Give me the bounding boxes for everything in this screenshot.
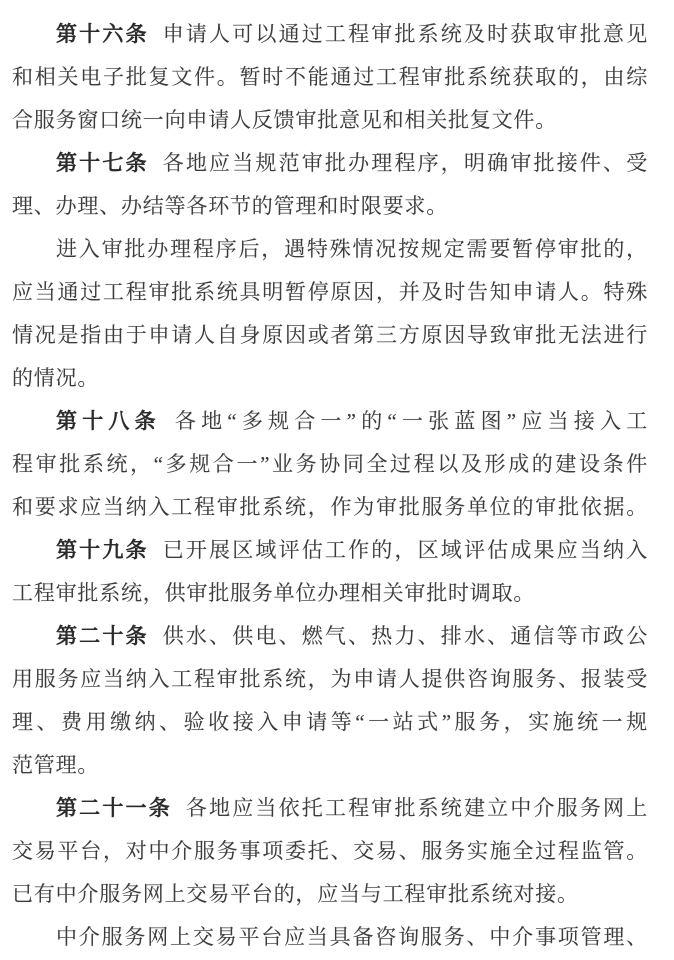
text-line xyxy=(12,142,648,185)
article-number: 第二十一条 xyxy=(56,796,172,820)
text-line: 用服务应当纳入工程审批系统，为申请人提供咨询服务、报装受 xyxy=(12,667,648,691)
article-number: 第二十条 xyxy=(56,624,149,648)
text-line: 应当通过工程审批系统具明暂停原因，并及时告知申请人。特殊 xyxy=(12,280,648,304)
text-line: 工程审批系统，供审批服务单位办理相关审批时调取。 xyxy=(12,581,536,605)
paragraph-article-17 xyxy=(12,142,648,228)
text-line: 和要求应当纳入工程审批系统，作为审批服务单位的审批依据。 xyxy=(12,495,648,519)
text-segment: 各地应当依托工程审批系统建立中介服务网上 xyxy=(185,796,648,820)
paragraph-article-21 xyxy=(12,787,648,916)
paragraph-article-18 xyxy=(12,400,648,529)
text-line xyxy=(12,615,648,658)
text-line: 程审批系统，“多规合一”业务协同全过程以及形成的建设条件 xyxy=(12,452,648,476)
text-line: 理、费用缴纳、验收接入申请等“一站式”服务，实施统一规 xyxy=(12,710,648,734)
text-line xyxy=(12,787,648,830)
paragraph-article-19 xyxy=(12,529,648,615)
text-line: 情况是指由于申请人自身原因或者第三方原因导致审批无法进行 xyxy=(12,323,648,347)
text-line: 交易平台，对中介服务事项委托、交易、服务实施全过程监管。 xyxy=(12,839,648,863)
paragraph-article-17-clause-2 xyxy=(12,228,648,400)
text-line: 的情况。 xyxy=(12,366,100,390)
article-number: 第十六条 xyxy=(56,22,149,46)
article-number: 第十九条 xyxy=(56,538,149,562)
text-line: 范管理。 xyxy=(12,753,100,777)
article-number: 第十七条 xyxy=(56,151,149,175)
paragraph-article-20 xyxy=(12,615,648,787)
text-segment: 申请人可以通过工程审批系统及时获取审批意见 xyxy=(162,22,648,46)
text-segment: 供水、供电、燃气、热力、排水、通信等市政公 xyxy=(162,624,648,648)
article-number: 第十八条 xyxy=(56,409,161,433)
text-line: 进入审批办理程序后，遇特殊情况按规定需要暂停审批的， xyxy=(56,237,648,261)
text-segment: 各地应当规范审批办理程序，明确审批接件、受 xyxy=(162,151,648,175)
text-line: 和相关电子批复文件。暂时不能通过工程审批系统获取的，由综 xyxy=(12,65,648,89)
text-line xyxy=(12,13,648,56)
paragraph-article-16 xyxy=(12,13,648,142)
text-segment: 各地“多规合一”的“一张蓝图”应当接入工 xyxy=(174,409,648,433)
text-line xyxy=(12,400,648,443)
text-line: 合服务窗口统一向申请人反馈审批意见和相关批复文件。 xyxy=(12,108,557,132)
paragraph-article-21-clause-2 xyxy=(12,916,648,959)
text-line: 理、办理、办结等各环节的管理和时限要求。 xyxy=(12,194,448,218)
text-line: 中介服务网上交易平台应当具备咨询服务、中介事项管理、 xyxy=(56,925,648,949)
text-line xyxy=(12,529,648,572)
text-line: 已有中介服务网上交易平台的，应当与工程审批系统对接。 xyxy=(12,882,579,906)
text-segment: 已开展区域评估工作的，区域评估成果应当纳入 xyxy=(162,538,648,562)
